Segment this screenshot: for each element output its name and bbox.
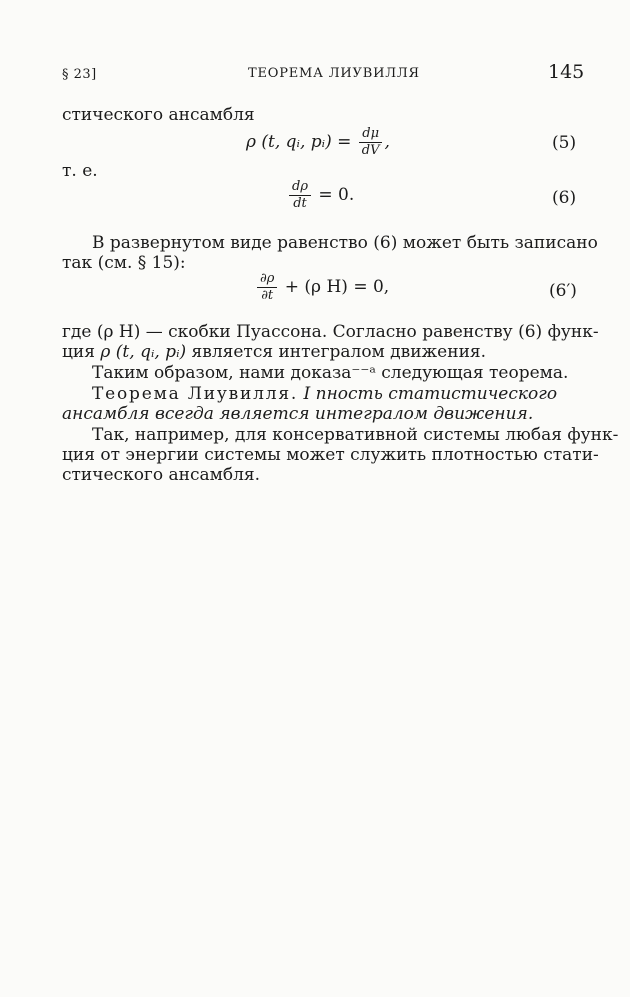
text-line-te: т. е. [62,161,98,181]
equation-6-prime-numerator: ∂ρ [257,272,277,288]
equation-6-prime [255,272,389,303]
paragraph-2-line-2-start: ция [62,342,101,362]
section-marker: § 23] [62,67,97,82]
equation-5-numerator: dμ [359,127,382,143]
paragraph-4-line-2: ция от энергии системы может служить плотностью стати- [62,445,599,465]
equation-5-denominator: dV [361,143,380,158]
equation-5 [246,127,390,158]
equation-6-denominator: dt [293,196,307,211]
equation-6-prime-rhs: + (ρ H) = 0, [284,277,390,297]
paragraph-3: Таким образом, нами доказа⁻⁻ᵃ следующая теорема. [92,363,569,383]
equation-5-tail: , [384,132,390,152]
equation-6-prime-fraction [257,272,277,303]
paragraph-4-line-1: Так, например, для консервативной системы любая функ- [92,425,619,445]
paragraph-1-line-2: так (см. § 15): [62,253,186,273]
paragraph-1-line-1: В развернутом виде равенство (6) может быть записано [92,233,598,253]
theorem-line-2: ансамбля всегда является интегралом движения. [62,404,534,424]
theorem-line-1 [92,384,557,405]
equation-6-number: (6) [552,188,577,208]
equation-6-fraction [289,180,311,211]
equation-5-number: (5) [552,133,577,153]
equation-5-fraction [359,127,383,158]
equation-5-lhs: ρ (t, qᵢ, pᵢ) = [246,132,352,152]
equation-6-prime-number: (6′) [549,281,577,301]
inline-density-expression: ρ (t, qᵢ, pᵢ) [100,342,187,362]
paragraph-2-line-1: где (ρ H) — скобки Пуассона. Согласно равенству (6) функ- [62,322,599,342]
equation-6-rhs: = 0. [318,185,355,205]
theorem-label: Теорема Лиувилля. [92,384,299,404]
running-title: ТЕОРЕМА ЛИУВИЛЛЯ [248,66,420,81]
paragraph-4-line-3: стического ансамбля. [62,465,260,485]
equation-6-numerator: dρ [289,180,311,196]
text-line-intro: стического ансамбля [62,105,255,125]
page-number: 145 [548,61,585,83]
paragraph-2-line-2 [62,342,486,363]
equation-6-prime-denominator: ∂t [261,288,274,303]
equation-6 [287,180,354,211]
paragraph-2-line-2-end: является интегралом движения. [186,342,487,362]
theorem-statement-start: I пность статистического [303,384,558,404]
